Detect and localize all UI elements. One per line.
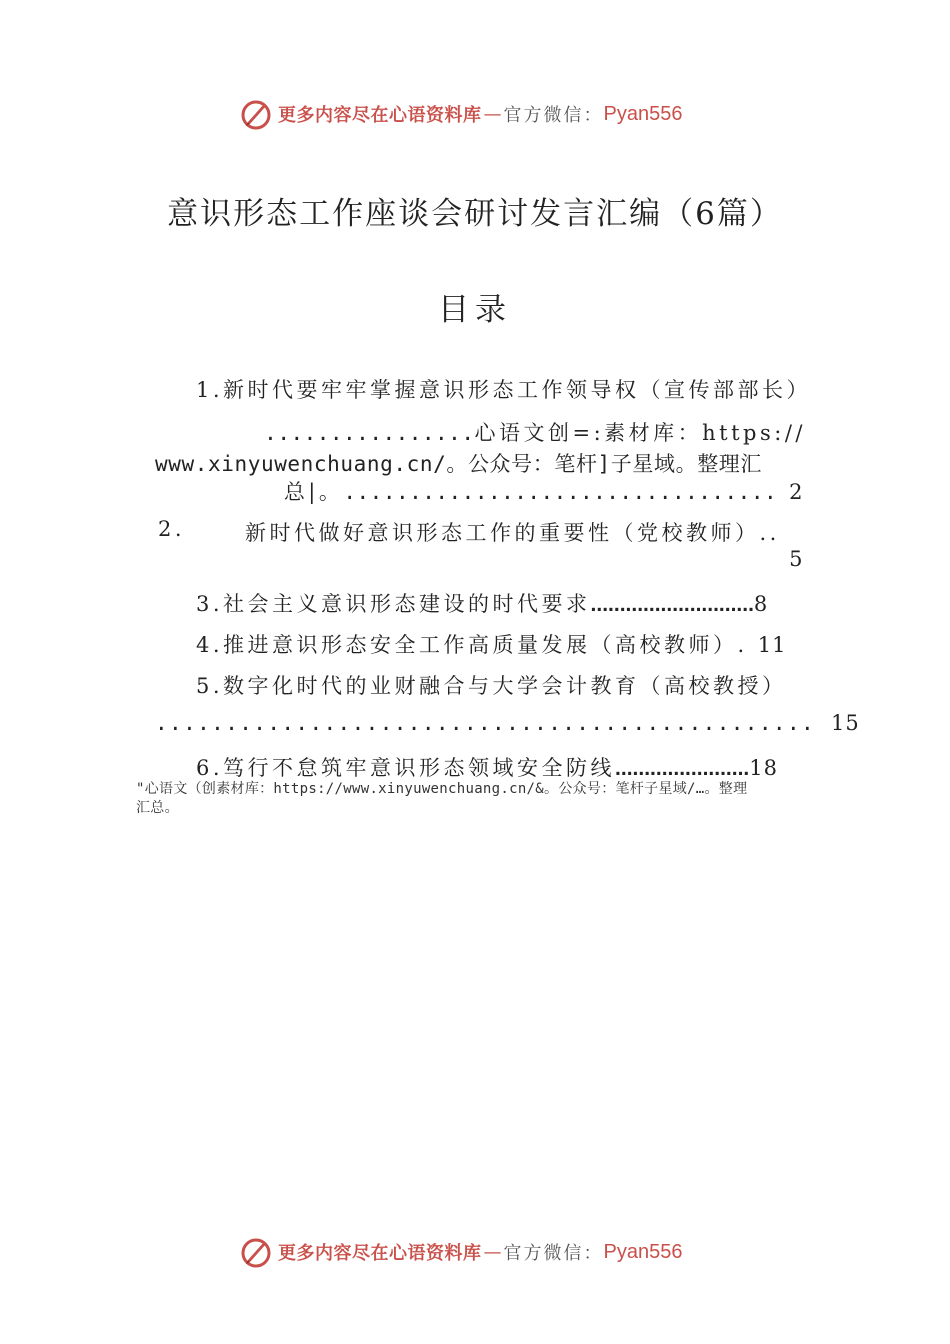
toc-item-4-text: 4.推进意识形态安全工作高质量发展（高校教师）. [196, 633, 748, 657]
footer-dash: — [483, 1241, 502, 1263]
footer-wechat-id: Pyan556 [603, 1240, 683, 1263]
toc-item-5-page: 15 [831, 711, 860, 735]
header-promo-text: 更多内容尽在心语资料库 [278, 105, 482, 126]
brand-logo-icon [238, 96, 274, 132]
toc-item-1-leader-b: ................................. [343, 480, 778, 504]
toc-item-1-page: 2 [789, 480, 806, 504]
toc-item-3-leader: ............................ [590, 593, 754, 616]
toc-item-6-page: 18 [749, 756, 778, 780]
header-wechat-label: 官方微信： [503, 105, 604, 126]
toc-item-6-text: 6.笃行不怠筑牢意识形态领域安全防线 [196, 756, 616, 780]
toc-item-2-page: 5 [789, 547, 806, 571]
toc-item-6-leader: ....................... [615, 757, 750, 780]
brand-logo-icon [238, 1234, 274, 1270]
header-dash: — [483, 103, 502, 125]
footer-wechat-label: 官方微信： [503, 1243, 604, 1264]
toc-item-1-line-1[interactable]: 1.新时代要牢牢掌握意识形态工作领导权（宣传部部长） [196, 378, 812, 402]
footer-banner [238, 1232, 738, 1272]
toc-item-5-line-2[interactable] [155, 711, 860, 735]
source-note-line-1: "心语文（创素材库：https://www.xinyuwenchuang.cn/&。公众号：笔杆子星域/…。整理 [136, 781, 748, 797]
toc-item-6[interactable] [196, 752, 778, 782]
toc-item-5-text[interactable]: 5.数字化时代的业财融合与大学会计教育（高校教授） [196, 674, 787, 698]
toc-heading: 目录 [438, 292, 512, 328]
toc-item-4-page: 11 [757, 633, 787, 657]
source-note [136, 780, 836, 818]
toc-item-3-text: 3.社会主义意识形态建设的时代要求 [196, 592, 591, 616]
toc-item-1-line-2-text: 心语文创=:素材库：https:// [474, 421, 806, 445]
toc-item-4[interactable] [196, 629, 786, 659]
header-banner [238, 94, 738, 134]
header-wechat-id: Pyan556 [603, 102, 683, 125]
toc-item-1-line-4-text: 总|。 [283, 480, 344, 504]
toc-item-1-leader-a: ................ [264, 421, 475, 445]
toc-item-5-leader: ............................................... [155, 711, 816, 735]
toc-item-1-line-4[interactable] [284, 476, 806, 506]
toc-item-1-line-3[interactable]: www.xinyuwenchuang.cn/。公众号：笔杆]子星域。整理汇 [155, 452, 762, 476]
toc-item-2-number[interactable]: 2. [158, 517, 186, 541]
toc-item-3[interactable] [196, 588, 771, 618]
source-note-line-2: 汇总。 [136, 800, 179, 816]
footer-promo-text: 更多内容尽在心语资料库 [278, 1243, 482, 1264]
toc-item-1-line-2[interactable] [264, 417, 806, 447]
document-title: 意识形态工作座谈会研讨发言汇编（6篇） [167, 196, 783, 232]
toc-item-3-page: 8 [753, 592, 771, 616]
toc-item-2-text[interactable]: 新时代做好意识形态工作的重要性（党校教师）.. [245, 521, 780, 545]
